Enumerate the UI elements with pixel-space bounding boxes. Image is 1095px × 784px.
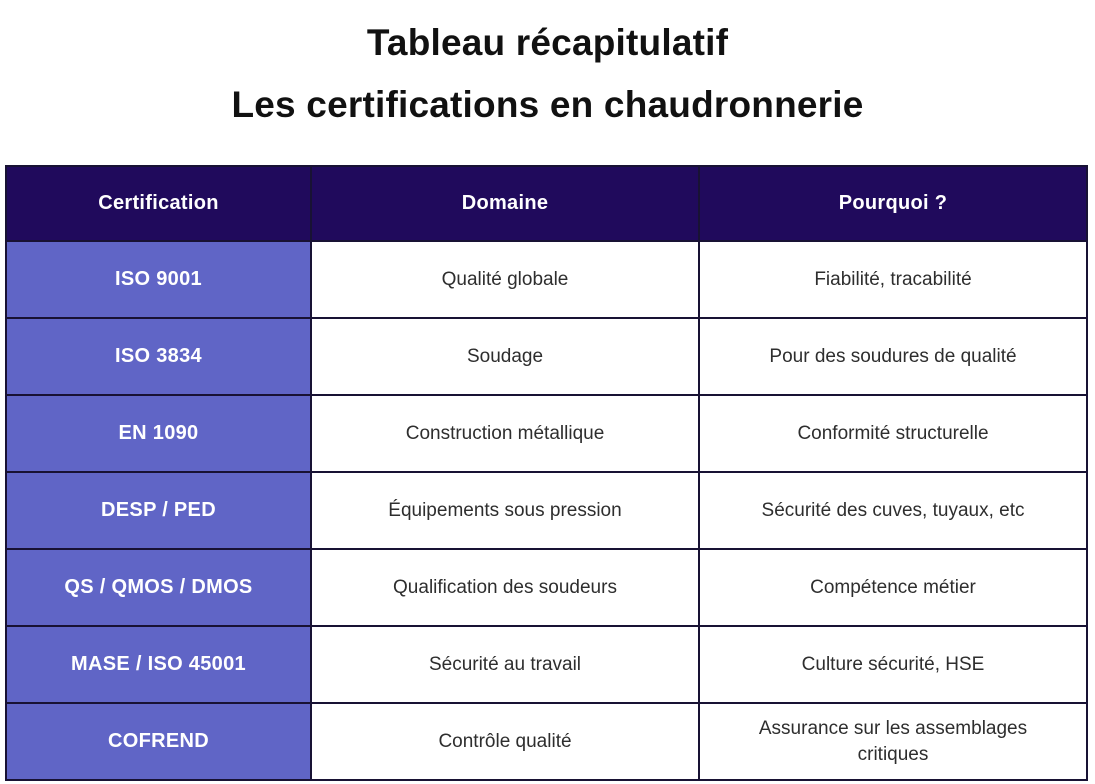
cell-pourquoi: Culture sécurité, HSE: [699, 626, 1087, 703]
certifications-table: [5, 165, 1088, 781]
cell-pourquoi: Assurance sur les assemblages critiques: [699, 703, 1087, 780]
table-row: [6, 472, 1087, 549]
column-header-certification: Certification: [6, 166, 311, 241]
page-title: [0, 0, 1095, 136]
cell-domaine: Qualification des soudeurs: [311, 549, 699, 626]
title-line-1: Tableau récapitulatif: [366, 22, 729, 63]
cell-domaine: Soudage: [311, 318, 699, 395]
cell-certification: EN 1090: [6, 395, 311, 472]
table-row: [6, 703, 1087, 780]
cell-certification: COFREND: [6, 703, 311, 780]
cell-domaine: Construction métallique: [311, 395, 699, 472]
cell-certification: ISO 3834: [6, 318, 311, 395]
cell-pourquoi: Fiabilité, tracabilité: [699, 241, 1087, 318]
table-header-row: [6, 166, 1087, 241]
cell-certification: DESP / PED: [6, 472, 311, 549]
cell-certification: QS / QMOS / DMOS: [6, 549, 311, 626]
cell-certification: ISO 9001: [6, 241, 311, 318]
table-row: [6, 318, 1087, 395]
cell-domaine: Sécurité au travail: [311, 626, 699, 703]
column-header-domaine: Domaine: [311, 166, 699, 241]
table-row: [6, 626, 1087, 703]
cell-pourquoi: Pour des soudures de qualité: [699, 318, 1087, 395]
table-row: [6, 395, 1087, 472]
cell-pourquoi: Compétence métier: [699, 549, 1087, 626]
table-row: [6, 241, 1087, 318]
cell-domaine: Qualité globale: [311, 241, 699, 318]
cell-domaine: Équipements sous pression: [311, 472, 699, 549]
title-line-2: Les certifications en chaudronnerie: [231, 84, 864, 125]
cell-pourquoi: Conformité structurelle: [699, 395, 1087, 472]
cell-certification: MASE / ISO 45001: [6, 626, 311, 703]
column-header-pourquoi: Pourquoi ?: [699, 166, 1087, 241]
cell-domaine: Contrôle qualité: [311, 703, 699, 780]
table-row: [6, 549, 1087, 626]
cell-pourquoi: Sécurité des cuves, tuyaux, etc: [699, 472, 1087, 549]
